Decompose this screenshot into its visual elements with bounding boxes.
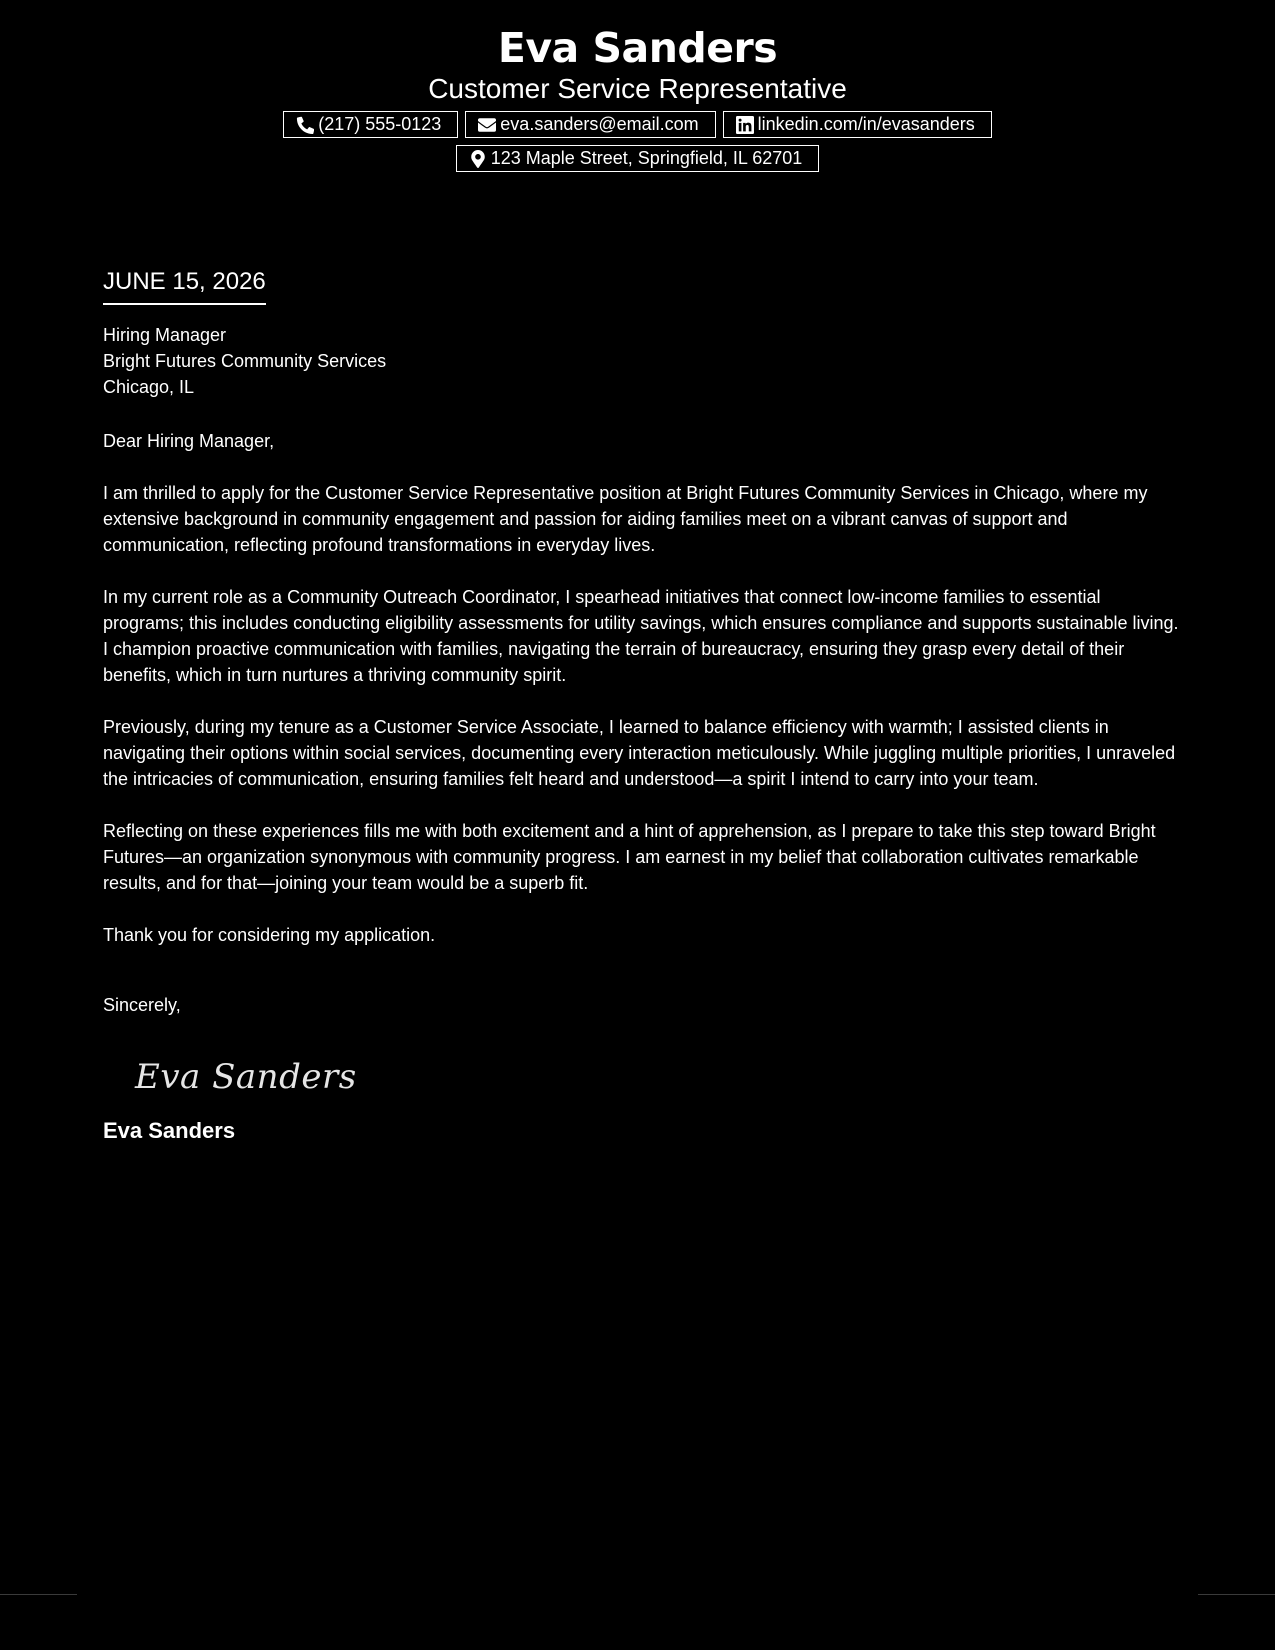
recipient-block xyxy=(103,322,1183,400)
recipient-line: Chicago, IL xyxy=(103,377,195,397)
recipient-line: Bright Futures Community Services xyxy=(103,351,387,371)
contact-row xyxy=(0,111,1275,138)
address-contact[interactable] xyxy=(456,145,820,172)
address-text: 123 Maple Street, Springfield, IL 62701 xyxy=(490,148,803,168)
envelope-icon xyxy=(478,116,496,134)
body-paragraph: In my current role as a Community Outreach Coordinator, I spearhead initiatives that connect low-income families to essential programs; this includes conducting eligibility assessments for utility savings, which ensures compliance and supports sustainable living. I champion proactive communication with families, navigating the terrain of bureaucracy, ensuring they grasp every detail of their benefits, which in turn nurtures a thriving community spirit. xyxy=(103,587,1179,685)
footer-rule-left xyxy=(0,1594,77,1595)
applicant-name: Eva Sanders xyxy=(497,24,778,72)
letter-header xyxy=(0,22,1275,172)
body-paragraph: Thank you for considering my application. xyxy=(103,925,436,945)
phone-contact[interactable] xyxy=(283,111,458,138)
closing: Sincerely, xyxy=(103,995,181,1015)
applicant-title: Customer Service Representative xyxy=(428,73,847,104)
letter-date: JUNE 15, 2026 xyxy=(103,266,266,305)
handwritten-signature xyxy=(133,1044,1183,1104)
recipient-line: Hiring Manager xyxy=(103,325,227,345)
linkedin-icon xyxy=(736,116,754,134)
signer-name: Eva Sanders xyxy=(103,1118,236,1143)
phone-text: (217) 555-0123 xyxy=(318,114,442,134)
body-paragraph: I am thrilled to apply for the Customer Service Representative position at Bright Futures Community Services in Chicago, where my extensive background in community engagement and passion for aiding families meet on a vibrant canvas of support and communication, reflecting profound transformations in everyday lives. xyxy=(103,483,1148,555)
body-paragraph: Reflecting on these experiences fills me with both excitement and a hint of apprehension, as I prepare to take this step toward Bright Futures—an organization synonymous with community progress. I am earnest in my belief that collaboration cultivates remarkable results, and for that—joining your team would be a superb fit. xyxy=(103,821,1156,893)
body-paragraph: Previously, during my tenure as a Customer Service Associate, I learned to balance efficiency with warmth; I assisted clients in navigating their options within social services, documenting every interaction meticulously. While juggling multiple priorities, I unraveled the intricacies of communication, ensuring families felt heard and understood—a spirit I intend to carry into your team. xyxy=(103,717,1176,789)
phone-icon xyxy=(296,116,314,134)
signature-image xyxy=(133,1044,373,1104)
footer-rule-right xyxy=(1198,1594,1275,1595)
signature-text: Eva Sanders xyxy=(135,1057,357,1097)
map-marker-icon xyxy=(469,150,487,168)
email-contact[interactable] xyxy=(465,111,715,138)
linkedin-text: linkedin.com/in/evasanders xyxy=(757,114,975,134)
contact-list xyxy=(0,111,1275,172)
email-text: eva.sanders@email.com xyxy=(500,114,699,134)
salutation: Dear Hiring Manager, xyxy=(103,431,275,451)
linkedin-contact[interactable] xyxy=(723,111,992,138)
letter-body xyxy=(103,266,1183,1146)
contact-row xyxy=(0,145,1275,172)
